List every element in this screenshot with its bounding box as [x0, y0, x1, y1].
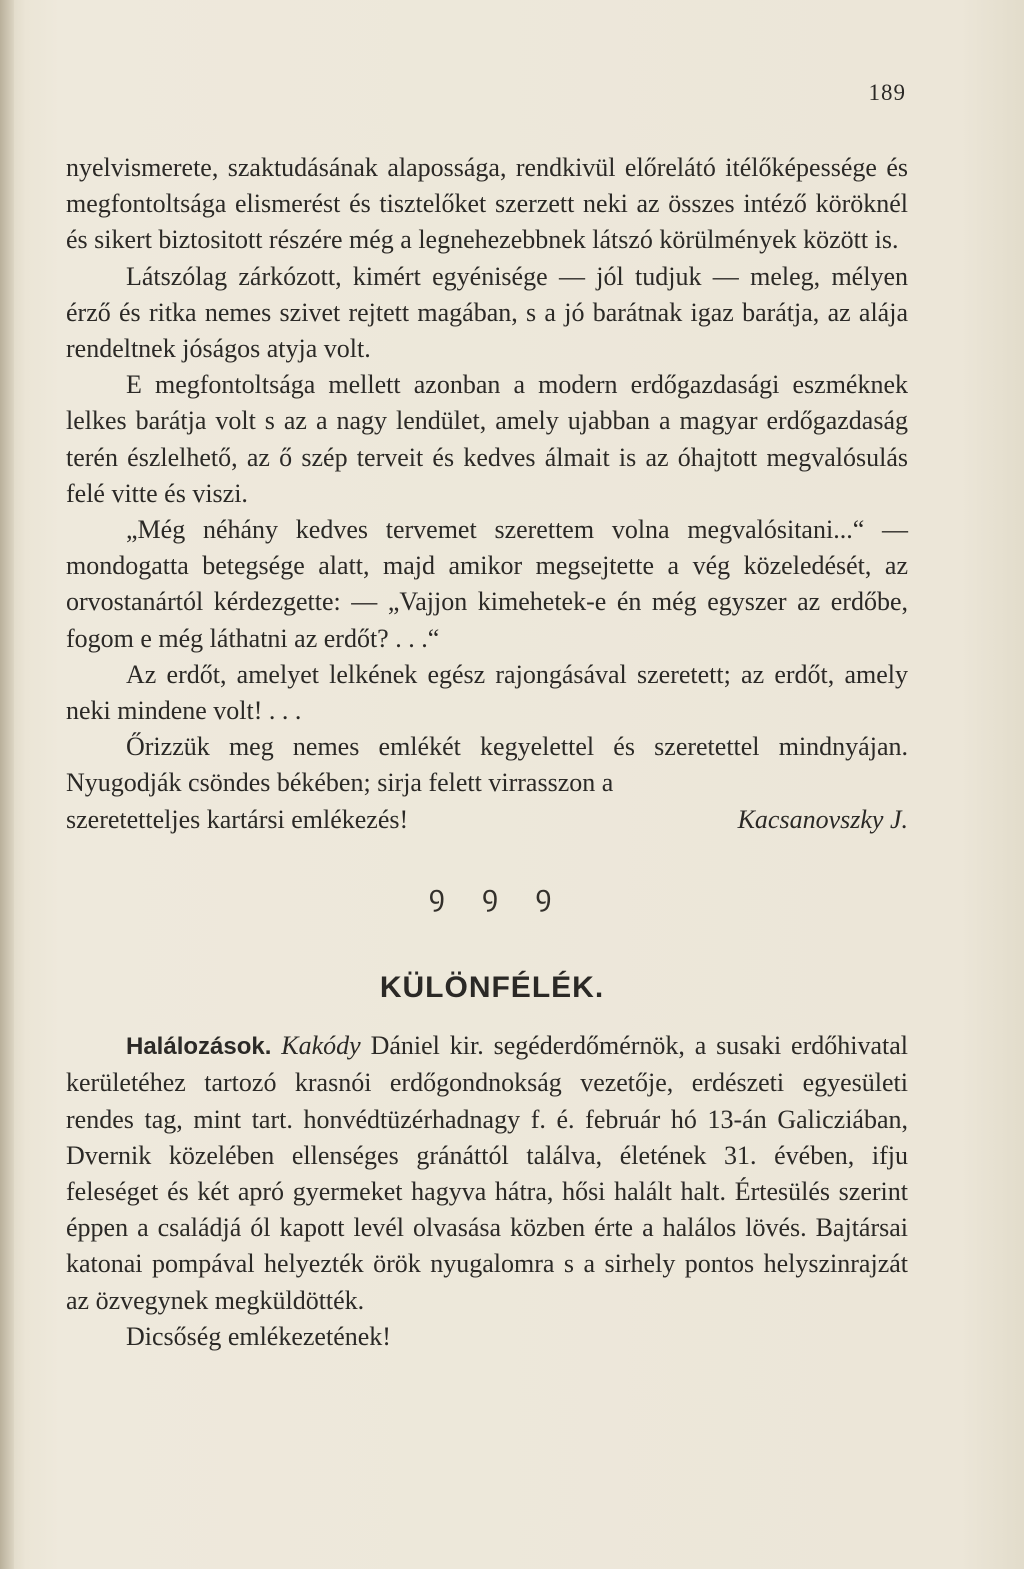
- signature-line: [66, 802, 908, 838]
- page-number: 189: [868, 80, 906, 105]
- notice-heading: Halálozások.: [126, 1033, 272, 1061]
- author-signature: Kacsanovszky J.: [737, 804, 908, 834]
- book-spine-shadow: [0, 0, 14, 1569]
- section-title: KÜLÖNFÉLÉK.: [379, 971, 605, 1005]
- paragraph: „Még néhány kedves tervemet szerettem volna megvalósitani...“ — mondogatta betegsége alatt, majd amikor megsejtette a vég közeledését, az orvostanártól kérdezgette: — „Vajjon kimehetek-e én még egyszer az erdőbe, fogom e még láthatni az erdőt? . . .“: [66, 515, 908, 653]
- deceased-name: Kakódy: [281, 1031, 361, 1061]
- decorative-ornament-icon: ꝯ ꝯ ꝯ: [428, 878, 566, 912]
- paragraph: Őrizzük meg nemes emlékét kegyelettel és szeretettel mindnyájan. Nyugodják csöndes békében; sirja felett virrasszon a: [66, 732, 908, 798]
- obituary-text: [66, 150, 908, 1355]
- paragraph: E megfontoltsága mellett azonban a modern erdőgazdasági eszméknek lelkes barátja volt s az a nagy lendület, amely ujabban a magyar erdőgazdaság terén észlelhető, az ő szép terveit és kedves álmait is az óhajtott megvalósulás felé vitte és viszi.: [66, 370, 908, 508]
- paragraph: Az erdőt, amelyet lelkének egész rajongásával szeretett; az erdőt, amely neki mindene volt! . . .: [66, 659, 908, 726]
- death-notice: [66, 1028, 908, 1319]
- notice-text: Dániel kir. segéderdőmérnök, a susaki erdőhivatal kerületéhez tartozó krasnói erdőgondnokság vezetője, erdészeti egyesületi rendes tag, mint tart. honvédtüzérhadnagy f. é. február hó 13-án Galicziában, Dvernik közelében ellenséges gránáttól találva, életének 31. évében, ifju feleséget és két apró gyermeket hagyva hátra, hősi halált halt. Értesülés szerint éppen a családjá ól kapott levél olvasása közben érte a halálos lövés. Bajtársai katonai pompával helyezték örök nyugalomra s a sirhely pontos helyszinrajzát az özvegynek megküldötték.: [66, 1031, 908, 1315]
- paragraph: nyelvismerete, szaktudásának alapossága, rendkivül előrelátó itélőképessége és megfontoltsága elismerést és tisztelőket szerzett neki az összes intéző köröknél és sikert biztositott részére még a legnehezebbnek látszó körülmények között is.: [66, 153, 908, 255]
- closing-text: szeretetteljes kartársi emlékezés!: [66, 804, 409, 834]
- closing-phrase: Dicsőség emlékezetének!: [126, 1321, 391, 1351]
- paragraph: Látszólag zárkózott, kimért egyénisége — jól tudjuk — meleg, mélyen érző és ritka nemes szivet rejtett magában, s a jó barátnak igaz barátja, az alája rendeltnek jóságos atyja volt.: [66, 261, 908, 364]
